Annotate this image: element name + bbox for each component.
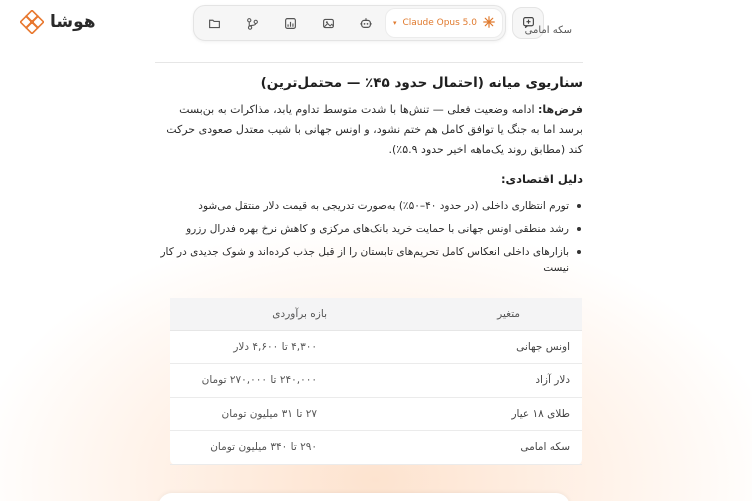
robot-icon[interactable] — [352, 9, 380, 37]
top-toolbar — [193, 5, 506, 41]
table-row — [170, 397, 582, 431]
table-cell: سکه امامی — [422, 431, 582, 465]
list-item: رشد منطقی اونس جهانی با حمایت خرید بانک‌های مرکزی و کاهش نرخ بهره فدرال رزرو — [155, 221, 569, 237]
table-cell: طلای ۱۸ عیار — [422, 397, 582, 431]
table-cell: ۲۴۰,۰۰۰ تا ۲۷۰,۰۰۰ تومان — [170, 364, 422, 398]
input-card-edge — [158, 493, 570, 501]
image-icon[interactable] — [314, 9, 342, 37]
table-cell: ۲۷ تا ۳۱ میلیون تومان — [170, 397, 422, 431]
folder-icon[interactable] — [200, 9, 228, 37]
table-cell: دلار آزاد — [422, 364, 582, 398]
table-cell: ۴,۳۰۰ تا ۴,۶۰۰ دلار — [170, 330, 422, 364]
assumptions-text: ادامه وضعیت فعلی — تنش‌ها با شدت متوسط تداوم یابد، مذاکرات به بن‌بست برسد اما به جنگ یا توافق کامل هم ختم نشود، و اونس جهانی با شیب معتدل صعودی حرکت کند (مطابق روند یک‌ماهه اخیر حدود ۵.۹٪). — [166, 103, 583, 156]
section-title: سناریوی میانه (احتمال حدود ۴۵٪ — محتمل‌ترین) — [260, 75, 583, 91]
list-item: تورم انتظاری داخلی (در حدود ۴۰–۵۰٪) به‌صورت تدریجی به قیمت دلار منتقل می‌شود — [155, 198, 569, 214]
dashboard-icon[interactable] — [276, 9, 304, 37]
economic-reason-list — [155, 198, 583, 276]
column-header-variable: متغیر — [422, 298, 582, 330]
model-selector[interactable] — [385, 8, 503, 38]
brand-logo[interactable] — [20, 10, 96, 34]
table-row — [170, 431, 582, 465]
assumptions-label: فرض‌ها: — [538, 103, 583, 116]
column-header-range: بازه برآوردی — [170, 298, 422, 330]
previous-content-snippet: سکه امامی — [524, 25, 572, 36]
message-content — [155, 75, 583, 283]
table-cell: اونس جهانی — [422, 330, 582, 364]
chevron-down-icon: ▾ — [393, 19, 397, 27]
table-row — [170, 330, 582, 364]
table-row — [170, 364, 582, 398]
divider — [155, 62, 583, 63]
logo-mark-icon — [20, 10, 44, 34]
claude-spark-icon — [483, 16, 495, 31]
list-item: بازارهای داخلی انعکاس کامل تحریم‌های تابستان را از قبل جذب کرده‌اند و شوک جدیدی در کار نیست — [155, 244, 569, 276]
model-label: Claude Opus 5.0 — [402, 18, 477, 28]
table-header-row — [170, 298, 582, 330]
assumptions-paragraph — [155, 100, 583, 160]
brand-name: هوشا — [50, 12, 96, 32]
table-cell: ۲۹۰ تا ۳۴۰ میلیون تومان — [170, 431, 422, 465]
economic-reason-title: دلیل اقتصادی: — [500, 172, 583, 186]
branch-icon[interactable] — [238, 9, 266, 37]
estimate-table — [170, 298, 582, 465]
